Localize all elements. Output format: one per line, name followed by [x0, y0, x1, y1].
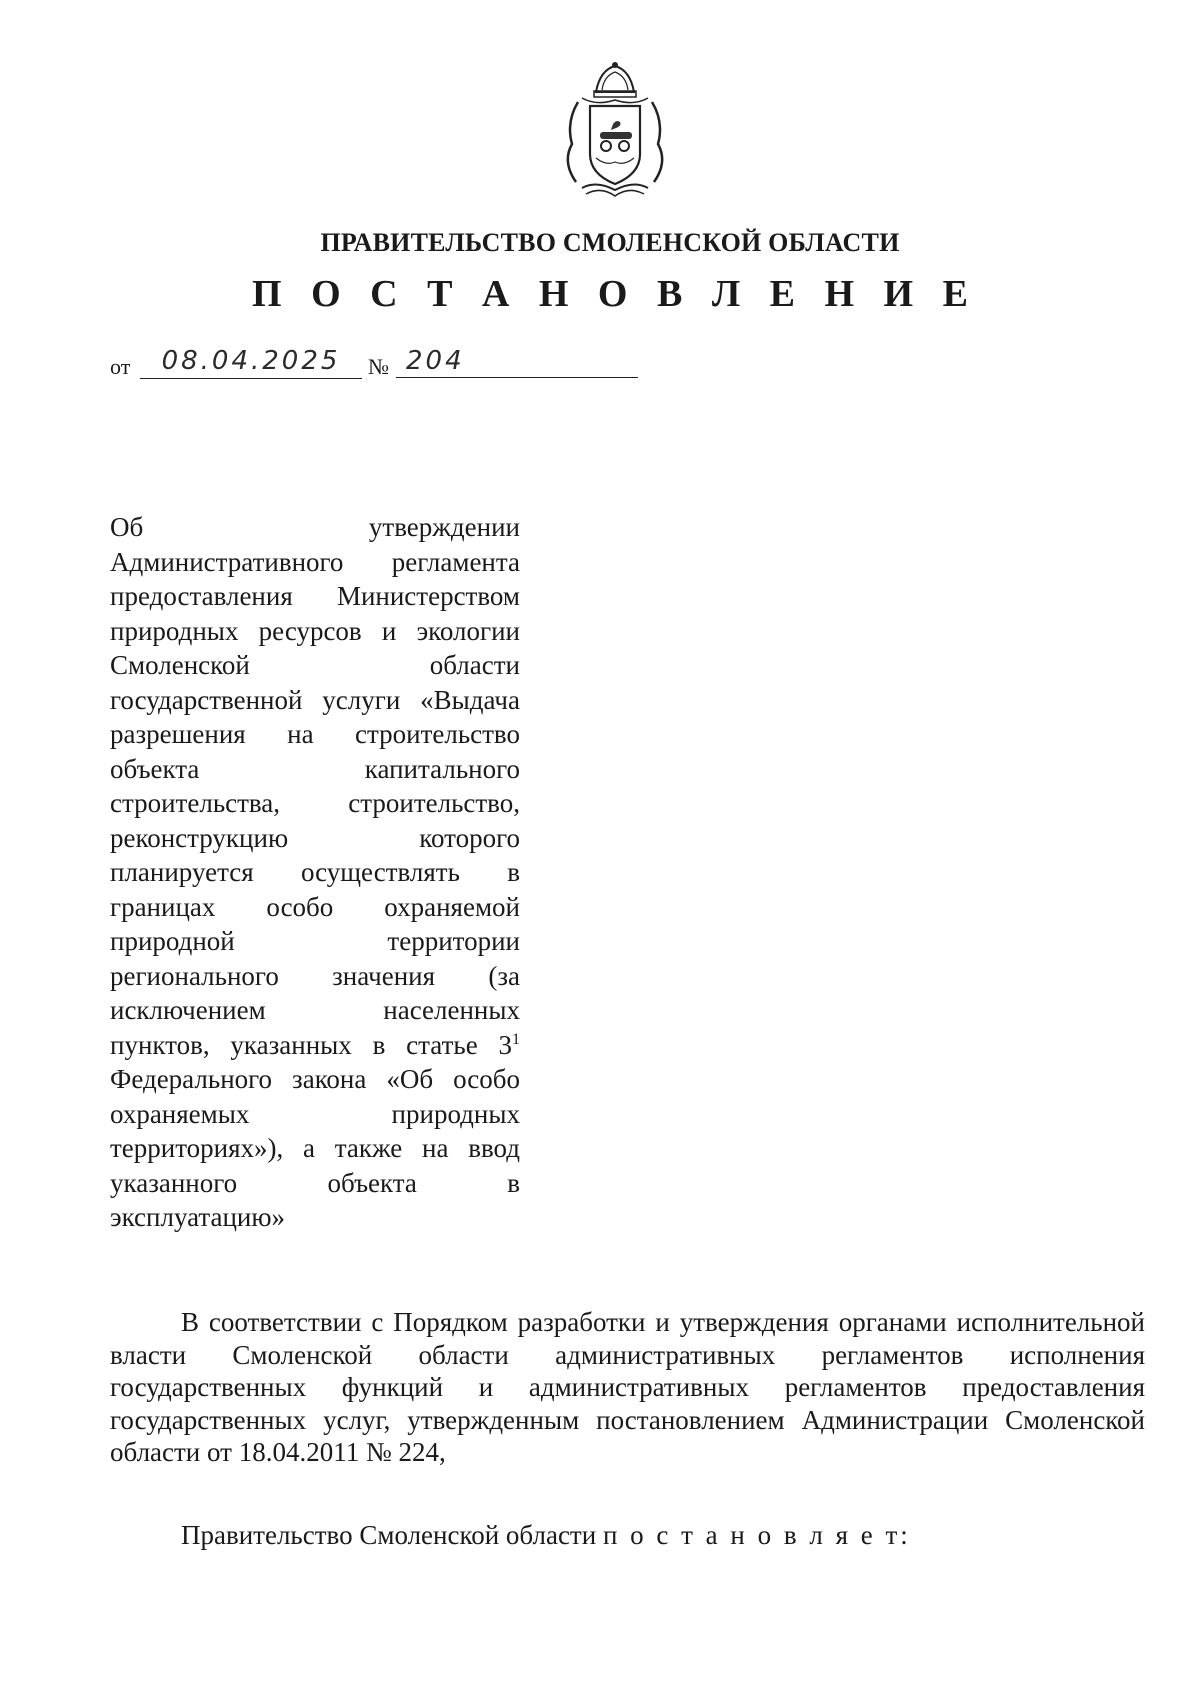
subject-line: строительства, строительство, — [110, 788, 520, 818]
subject-line: объекта капитального — [110, 753, 520, 784]
subject-line: Федерального закона «Об особо — [110, 1064, 520, 1094]
subject-line: регионального значения (за — [110, 960, 520, 991]
subject-heading — [110, 510, 520, 1235]
resolution-verb: п о с т а н о в л я е т: — [602, 1520, 911, 1550]
subject-line: территориях»), а также на ввод — [110, 1133, 520, 1163]
smolensk-coat-of-arms-icon — [556, 62, 674, 202]
date-field: 08.04.2025 — [140, 346, 362, 379]
government-name: ПРАВИТЕЛЬСТВО СМОЛЕНСКОЙ ОБЛАСТИ — [320, 228, 900, 257]
subject-line: природных ресурсов и экологии — [110, 615, 520, 646]
number-label: № — [368, 354, 389, 379]
subject-line: границах особо охраняемой — [110, 891, 520, 922]
subject-line: планируется осуществлять в — [110, 857, 520, 887]
subject-line: природной территории — [110, 926, 520, 956]
subject-line: охраняемых природных — [110, 1098, 520, 1129]
preamble-paragraph: В соответствии с Порядком разработки и утверждения органами исполнительной власти Смоленской области административных регламентов исполнения государственных функций и административных регламентов предоставления государственных услуг, утвержденным постановлением Администрации Смоленской области от 18.04.2011 № 224, — [110, 1307, 1145, 1467]
subject-line: разрешения на строительство — [110, 719, 520, 749]
number-field: 204 — [396, 346, 638, 378]
subject-line-with-superscript — [110, 1028, 520, 1063]
subject-line: Административного регламента — [110, 546, 520, 577]
subject-line: исключением населенных — [110, 995, 520, 1025]
subject-line: указанного объекта в — [110, 1167, 520, 1198]
article-superscript: 1 — [512, 1030, 520, 1048]
resolution-subject: Правительство Смоленской области — [181, 1520, 597, 1550]
subject-line: Смоленской области — [110, 650, 520, 680]
document-title: П О С Т А Н О В Л Е Н И Е — [252, 273, 978, 315]
subject-line: Об утверждении — [110, 512, 520, 542]
resolution-paragraph — [181, 1520, 911, 1551]
subject-line: эксплуатацию» — [110, 1202, 286, 1232]
subject-line: государственной услуги «Выдача — [110, 684, 520, 715]
date-label: от — [110, 354, 131, 379]
subject-line-text: пунктов, указанных в статье 3 — [110, 1029, 512, 1060]
subject-line: реконструкцию которого — [110, 822, 520, 853]
subject-line: предоставления Министерством — [110, 581, 520, 611]
